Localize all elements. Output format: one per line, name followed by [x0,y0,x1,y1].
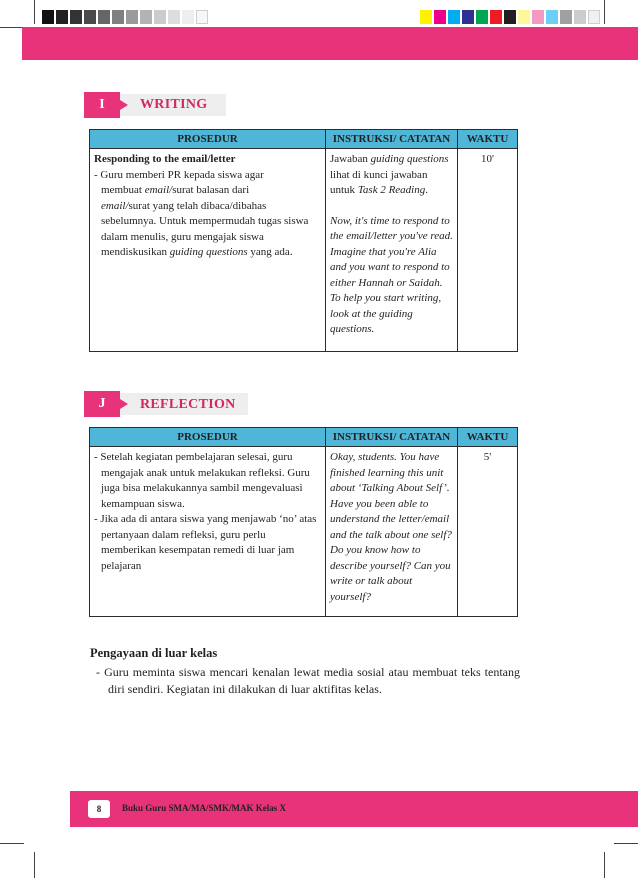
section-i-title: WRITING [140,97,208,112]
writing-waktu: 10' [458,149,518,352]
page-number: 8 [88,800,110,818]
section-i-badge: I [84,92,120,118]
header-instruksi: INSTRUKSI/ CATATAN [326,428,458,447]
reflection-prosedur-item: - Setelah kegiatan pembelajaran selesai, guru mengajak anak untuk melakukan refleksi. Guru juga bisa melakukannya sambil mengevaluasi kemampuan siswa. [94,451,310,510]
writing-catatan-cell [326,149,458,352]
reflection-waktu: 5' [458,447,518,617]
crop-mark [0,27,24,28]
writing-prosedur-title: Responding to the email/letter [94,153,236,165]
header-waktu: WAKTU [458,428,518,447]
header-band [22,27,638,60]
section-j-title: REFLECTION [140,397,236,412]
header-prosedur: PROSEDUR [90,428,326,447]
writing-table [89,129,518,352]
section-j-badge: J [84,391,120,417]
writing-prosedur-body: - Guru memberi PR kepada siswa agar membuat email/surat balasan dari email/surat yang telah dibaca/dibahas sebelumnya. Untuk mempermudah tugas siswa dalam menulis, guru mengajak siswa mendiskusikan guiding questions yang ada. [94,168,309,258]
header-prosedur: PROSEDUR [90,130,326,149]
header-instruksi: INSTRUKSI/ CATATAN [326,130,458,149]
pengayaan-body: - Guru meminta siswa mencari kenalan lewat media sosial atau membuat teks tentang diri sendiri. Kegiatan ini dilakukan di luar aktifitas kelas. [96,665,520,696]
crop-mark [34,852,35,878]
reflection-catatan: Okay, students. You have finished learning this unit about ‘Talking About Self’. Have you been able to understand the letter/email and the talk about one self? Do you know how to describe yourself? Can you write or talk about yourself? [326,447,458,617]
footer-book-title: Buku Guru SMA/MA/SMK/MAK Kelas X [122,803,287,813]
crop-mark [604,852,605,878]
header-waktu: WAKTU [458,130,518,149]
writing-catatan-instruction: Now, it's time to respond to the email/letter you've read. Imagine that you're Alia and you want to respond to either Hannah or Saidah. To help you start writing, look at the guiding questions. [330,214,453,335]
crop-mark [614,843,638,844]
writing-prosedur-cell [90,149,326,352]
reflection-table [89,427,518,617]
reflection-prosedur-item: - Jika ada di antara siswa yang menjawab ‘no’ atas pertanyaan dalam refleksi, guru perlu memberikan kesempatan remedi di luar jam pelajaran [94,513,317,572]
crop-mark [34,0,35,24]
writing-catatan-answer: Jawaban guiding questions lihat di kunci jawaban untuk Task 2 Reading. [330,153,449,196]
pengayaan-title: Pengayaan di luar kelas [90,646,218,660]
reflection-prosedur-cell [90,447,326,617]
crop-mark [0,843,24,844]
crop-mark [604,0,605,24]
